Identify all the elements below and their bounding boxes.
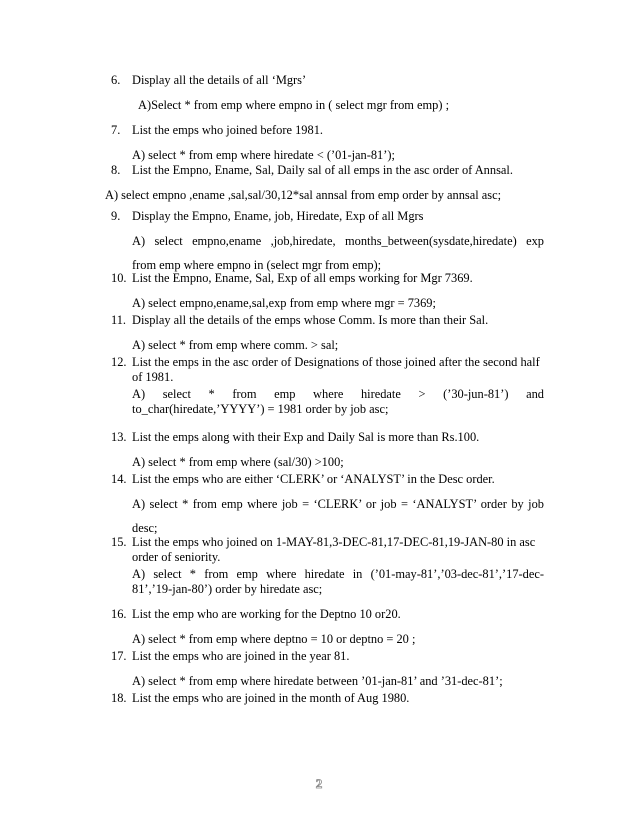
question-text: List the emp who are working for the Deptno 10 or20. xyxy=(132,607,401,621)
answer-text: A) select empno,ename,sal,exp from emp where mgr = 7369; xyxy=(132,296,436,310)
answer-text: A) select * from emp where hiredate between ’01-jan-81’ and ’31-dec-81’; xyxy=(132,674,503,688)
question-number: 6. xyxy=(111,73,121,87)
question-number: 8. xyxy=(111,163,121,177)
question-17 xyxy=(111,649,544,689)
question-13 xyxy=(111,430,544,470)
question-12 xyxy=(111,355,544,417)
answer-text: A) select * from emp where hiredate in (’01-may-81’,’03-dec-81’,’17-dec- xyxy=(132,567,544,581)
question-9 xyxy=(111,209,544,273)
question-8 xyxy=(105,163,544,203)
question-number: 15. xyxy=(111,535,127,549)
answer-text: to_char(hiredate,’YYYY’) = 1981 order by job asc; xyxy=(132,402,389,416)
question-text: Display all the details of all ‘Mgrs’ xyxy=(132,73,307,87)
question-text: Display the Empno, Ename, job, Hiredate, Exp of all Mgrs xyxy=(132,209,424,223)
question-6 xyxy=(111,73,544,113)
question-number: 13. xyxy=(111,430,127,444)
question-text: List the emps along with their Exp and Daily Sal is more than Rs.100. xyxy=(132,430,480,444)
page-number: 2 xyxy=(315,776,323,791)
question-text: List the emps who joined on 1-MAY-81,3-DEC-81,17-DEC-81,19-JAN-80 in asc order of seniority. xyxy=(132,535,536,564)
question-7 xyxy=(111,123,544,163)
question-10 xyxy=(111,271,544,311)
question-number: 12. xyxy=(111,355,127,369)
answer-text: A) select empno,ename ,job,hiredate, months_between(sysdate,hiredate) exp xyxy=(132,234,544,248)
question-16 xyxy=(111,607,544,647)
answer-text: A) select * from emp where hiredate < (’01-jan-81’); xyxy=(132,148,395,162)
question-14 xyxy=(111,472,544,536)
question-number: 14. xyxy=(111,472,127,486)
answer-text: A) select * from emp where job = ‘CLERK’ or job = ‘ANALYST’ order by job xyxy=(132,497,544,511)
answer-text: A) select * from emp where (sal/30) >100; xyxy=(132,455,344,469)
question-number: 17. xyxy=(111,649,127,663)
answer-text: A) select * from emp where hiredate > (’30-jun-81’) and xyxy=(132,387,544,401)
question-15 xyxy=(111,535,544,597)
question-number: 10. xyxy=(111,271,127,285)
answer-text: A) select * from emp where deptno = 10 or deptno = 20 ; xyxy=(132,632,416,646)
answer-text: 81’,’19-jan-80’) order by hiredate asc; xyxy=(132,582,323,596)
question-number: 9. xyxy=(111,209,121,223)
question-number: 16. xyxy=(111,607,127,621)
answer-text: from emp where empno in (select mgr from emp); xyxy=(132,258,382,272)
question-text: List the Empno, Ename, Sal, Exp of all emps working for Mgr 7369. xyxy=(132,271,473,285)
answer-text: A) select * from emp where comm. > sal; xyxy=(132,338,339,352)
answer-text: A)Select * from emp where empno in ( select mgr from emp) ; xyxy=(138,98,450,112)
question-number: 11. xyxy=(111,313,127,327)
question-text: List the emps in the asc order of Designations of those joined after the second half of 1981. xyxy=(132,355,540,384)
question-number: 18. xyxy=(111,691,127,705)
question-18 xyxy=(111,691,544,706)
question-text: List the Empno, Ename, Sal, Daily sal of all emps in the asc order of Annsal. xyxy=(132,163,513,177)
answer-text: A) select empno ,ename ,sal,sal/30,12*sal annsal from emp order by annsal asc; xyxy=(105,188,502,202)
question-text: Display all the details of the emps whose Comm. Is more than their Sal. xyxy=(132,313,489,327)
question-number: 7. xyxy=(111,123,121,137)
question-text: List the emps who are joined in the year 81. xyxy=(132,649,350,663)
question-text: List the emps who are joined in the month of Aug 1980. xyxy=(132,691,410,705)
question-text: List the emps who are either ‘CLERK’ or ‘ANALYST’ in the Desc order. xyxy=(132,472,495,486)
question-text: List the emps who joined before 1981. xyxy=(132,123,323,137)
answer-text: desc; xyxy=(132,521,158,535)
question-11 xyxy=(111,313,544,353)
